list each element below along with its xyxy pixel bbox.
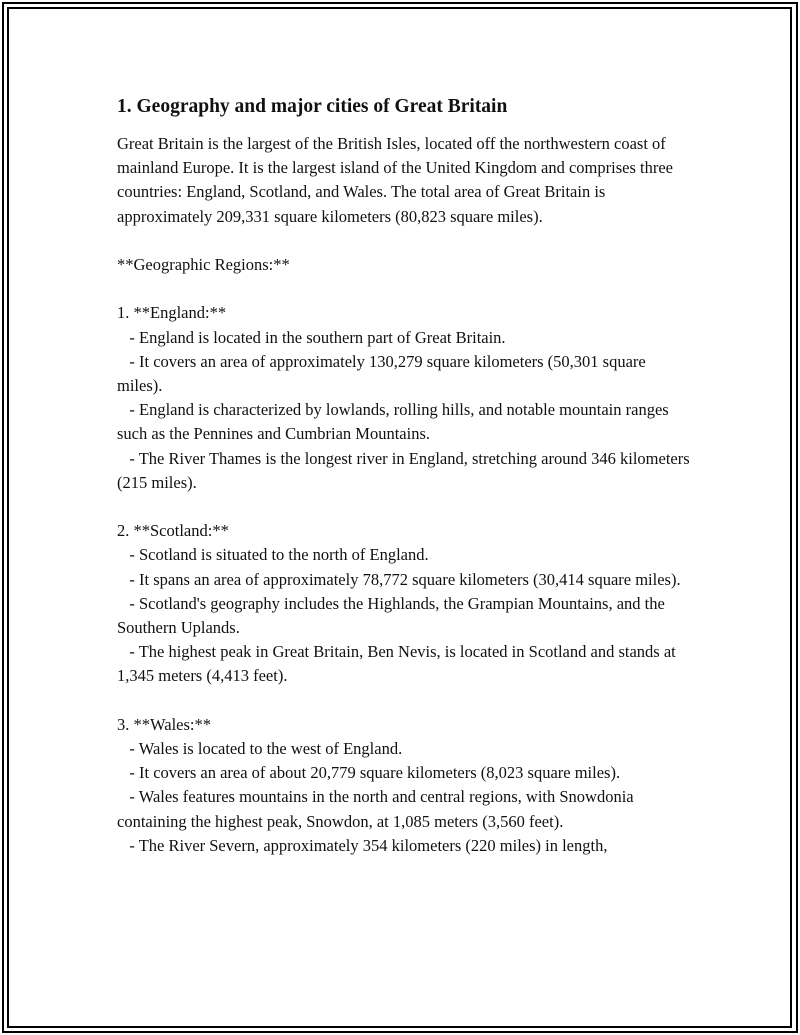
region-point: - England is located in the southern part of Great Britain. — [129, 327, 506, 347]
spacer — [117, 495, 692, 519]
intro-paragraph: Great Britain is the largest of the British Isles, located off the northwestern coast of mainland Europe. It is the largest island of the United Kingdom and comprises three countries: England, Scotland, and Wales. The total area of Great Britain is approximately 209,331 square kilometers (80,823 square miles). — [117, 134, 673, 226]
region-wales — [117, 713, 692, 858]
region-point: - It covers an area of about 20,779 square kilometers (8,023 square miles). — [129, 763, 621, 783]
region-point: - Scotland is situated to the north of England. — [129, 545, 429, 565]
region-point: - It covers an area of approximately 130,279 square kilometers (50,301 square miles). — [117, 351, 646, 395]
region-point: - Wales is located to the west of England. — [129, 739, 403, 759]
region-heading: 1. **England:** — [117, 303, 227, 323]
region-point: - The River Severn, approximately 354 kilometers (220 miles) in length, — [129, 835, 608, 855]
region-heading: 2. **Scotland:** — [117, 521, 229, 541]
region-heading: 3. **Wales:** — [117, 714, 211, 734]
spacer — [117, 229, 692, 253]
region-point: - The River Thames is the longest river in England, stretching around 346 kilometers (215 miles). — [117, 448, 690, 492]
spacer — [117, 277, 692, 301]
regions-heading: **Geographic Regions:** — [117, 255, 290, 274]
region-point: - Scotland's geography includes the Highlands, the Grampian Mountains, and the Southern Uplands. — [117, 593, 665, 638]
document-page — [117, 96, 692, 858]
region-point: - England is characterized by lowlands, rolling hills, and notable mountain ranges such as the Pennines and Cumbrian Mountains. — [117, 400, 669, 444]
region-scotland — [117, 519, 692, 688]
region-england — [117, 301, 692, 495]
spacer — [117, 689, 692, 713]
region-point: - Wales features mountains in the north and central regions, with Snowdonia containing the highest peak, Snowdon, at 1,085 meters (3,560 feet). — [117, 787, 634, 831]
document-title: 1. Geography and major cities of Great Britain — [117, 96, 508, 117]
region-point: - The highest peak in Great Britain, Ben Nevis, is located in Scotland and stands at 1,345 meters (4,413 feet). — [117, 642, 676, 686]
region-point: - It spans an area of approximately 78,772 square kilometers (30,414 square miles). — [129, 569, 681, 589]
